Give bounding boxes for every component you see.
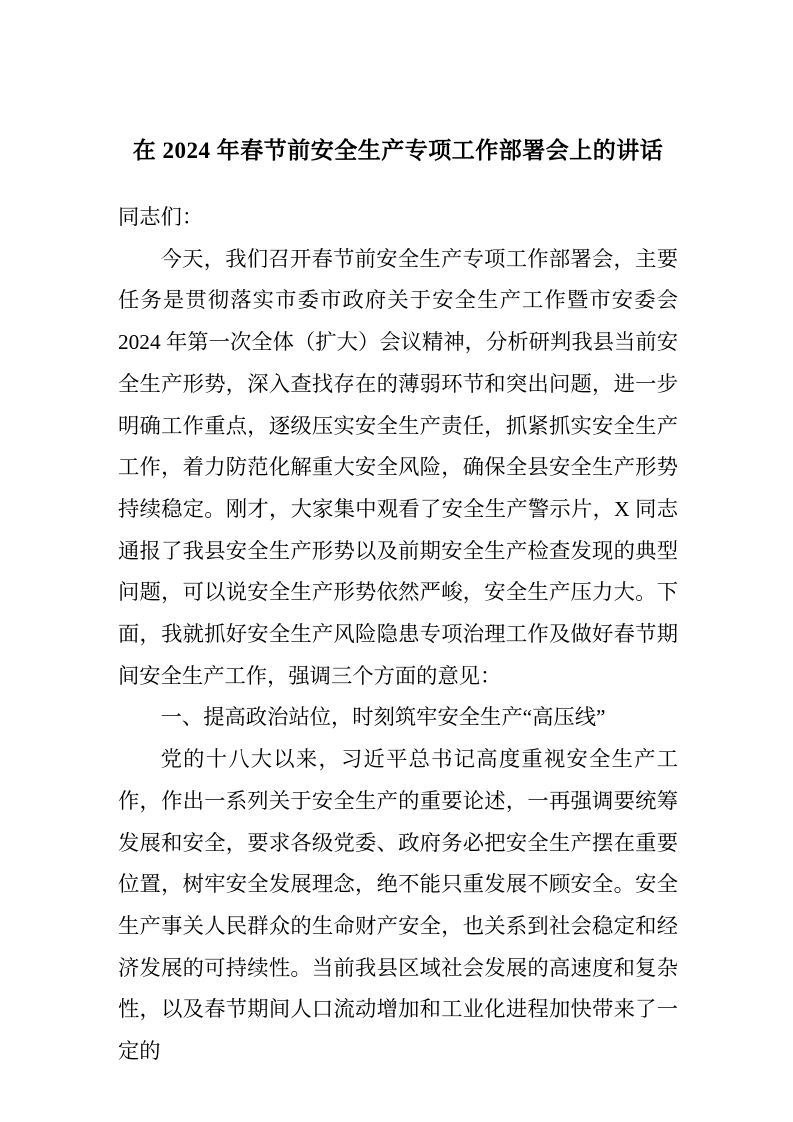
body-paragraph-1: 今天，我们召开春节前安全生产专项工作部署会，主要任务是贯彻落实市委市政府关于安全生产工作暨市安委会 2024 年第一次全体（扩大）会议精神，分析研判我县当前安全生产形势，深入查找存在的薄弱环节和突出问题，进一步明确工作重点，逐级压实安全生产责任，抓紧抓实安全生产工作，着力防范化解重大安全风险，确保全县安全生产形势持续稳定。刚才，大家集中观看了安全生产警示片，X 同志通报了我县安全生产形势以及前期安全生产检查发现的典型问题，可以说安全生产形势依然严峻，安全生产压力大。下面，我就抓好安全生产风险隐患专项治理工作及做好春节期间安全生产工作，强调三个方面的意见： bbox=[118, 246, 678, 688]
salutation: 同志们： bbox=[118, 205, 204, 229]
document-title: 在 2024 年春节前安全生产专项工作部署会上的讲话 bbox=[132, 138, 664, 163]
body-paragraph-2: 党的十八大以来，习近平总书记高度重视安全生产工作，作出一系列关于安全生产的重要论述，一再强调要统筹发展和安全，要求各级党委、政府务必把安全生产摆在重要位置，树牢安全发展理念，绝不能只重发展不顾安全。安全生产事关人民群众的生命财产安全，也关系到社会稳定和经济发展的可持续性。当前我县区域社会发展的高速度和复杂性，以及春节期间人口流动增加和工业化进程加快带来了一定的 bbox=[118, 747, 678, 1064]
section-heading-1: 一、提高政治站位，时刻筑牢安全生产“高压线” bbox=[160, 705, 606, 730]
